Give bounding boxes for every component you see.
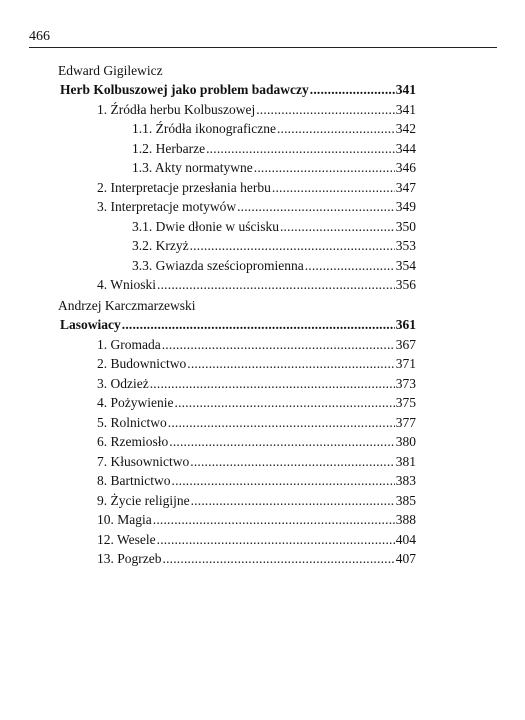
dot-leader [206,139,395,159]
toc-entry [60,119,416,139]
toc-entry-title: 1. Źródła herbu Kolbuszowej [97,101,256,117]
author-name: Edward Gigilewicz [58,63,163,78]
header-rule [29,47,497,48]
dot-leader [172,471,395,491]
toc-entry [60,491,416,511]
toc-entry-page: 385 [395,492,416,508]
dot-leader [175,393,395,413]
toc-entry-list [60,315,416,569]
toc-entry-title: 1.1. Źródła ikonograficzne [132,121,276,136]
toc-entry [60,256,416,276]
toc-entry-page: 349 [395,199,416,214]
dot-leader [237,197,395,217]
dot-leader [280,217,395,237]
dot-leader [305,256,395,276]
dot-leader [163,549,395,569]
toc-entry-page: 377 [395,414,416,430]
toc-entry-title: 3.3. Gwiazda sześciopromienna [132,257,304,273]
toc-entry-page: 404 [395,531,416,547]
toc-entry [60,217,416,237]
page-number: 466 [29,29,50,44]
toc-entry-page: 347 [395,179,416,195]
toc-entry [60,413,416,433]
toc-entry [60,275,416,295]
toc-entry [60,139,416,159]
toc-entry [60,432,416,452]
toc-section [60,296,416,569]
dot-leader [153,510,395,530]
toc-entry [60,178,416,198]
toc-entry-page: 341 [395,101,416,117]
toc-entry-title: Lasowiacy [60,317,121,332]
toc-entry [60,158,416,178]
toc-entry-page: 388 [395,512,416,527]
toc-entry-title: 1.2. Herbarze [132,140,206,156]
toc-entry-page: 380 [395,434,416,449]
toc-chapter-title [60,315,416,335]
toc-entry-page: 350 [395,218,416,234]
dot-leader [187,354,395,374]
toc-entry-title: 4. Wnioski [97,277,157,292]
toc-entry-title: 3. Odzież [97,375,149,391]
toc-section [60,61,416,295]
dot-leader [191,491,395,511]
toc-entry-title: 9. Życie religijne [97,492,190,508]
toc-entry-list [60,80,416,295]
toc-entry-title: 5. Rolnictwo [97,414,167,430]
toc-entry-title: 1. Gromada [97,336,161,352]
toc-entry-title: 10. Magia [97,512,152,527]
dot-leader [277,119,395,139]
toc-entry-page: 381 [395,453,416,469]
dot-leader [190,236,395,256]
dot-leader [162,335,395,355]
dot-leader [272,178,395,198]
toc-entry-title: 3. Interpretacje motywów [97,199,237,214]
toc-entry-title: 6. Rzemiosło [97,434,169,449]
toc-entry [60,236,416,256]
toc-entry [60,354,416,374]
toc-entry-page: 373 [395,375,416,391]
toc-entry [60,549,416,569]
toc-entry [60,100,416,120]
toc-entry-page: 342 [395,121,416,136]
toc-entry-page: 371 [395,356,416,371]
toc-entry-page: 367 [395,336,416,352]
dot-leader [190,452,395,472]
toc-chapter-title [60,80,416,100]
toc-entry-title: 1.3. Akty normatywne [132,160,253,175]
toc-entry-title: 3.1. Dwie dłonie w uścisku [132,218,279,234]
toc-entry-title: 13. Pogrzeb [97,551,162,566]
toc-entry-page: 375 [395,395,416,410]
dot-leader [168,413,395,433]
toc-entry-title: 2. Interpretacje przesłania herbu [97,179,271,195]
toc-entry-page: 346 [395,160,416,175]
toc-entry [60,452,416,472]
toc-entry-title: Herb Kolbuszowej jako problem badawczy [60,82,309,97]
toc-entry-page: 383 [395,473,416,488]
toc-entry [60,471,416,491]
dot-leader [169,432,395,452]
toc-entry-page: 407 [395,551,416,566]
toc-entry-page: 361 [395,317,416,332]
toc-entry-title: 8. Bartnictwo [97,473,171,488]
dot-leader [157,530,395,550]
dot-leader [310,80,395,100]
toc-entry [60,510,416,530]
dot-leader [256,100,395,120]
toc-entry-title: 4. Pożywienie [97,395,174,410]
dot-leader [122,315,395,335]
toc-entry-page: 341 [395,82,416,97]
toc-entry-title: 12. Wesele [97,531,156,547]
toc-entry-page: 344 [395,140,416,156]
toc-entry [60,374,416,394]
toc-entry-page: 356 [395,277,416,292]
toc-entry [60,197,416,217]
author-name: Andrzej Karczmarzewski [58,298,196,313]
toc-entry-title: 7. Kłusownictwo [97,453,190,469]
dot-leader [157,275,395,295]
toc-entry-page: 354 [395,257,416,273]
dot-leader [150,374,395,394]
toc-entry-title: 3.2. Krzyż [132,238,189,253]
toc-entry [60,393,416,413]
toc-entry [60,530,416,550]
toc-entry [60,335,416,355]
toc-entry-title: 2. Budownictwo [97,356,187,371]
toc-entry-page: 353 [395,238,416,253]
dot-leader [254,158,395,178]
